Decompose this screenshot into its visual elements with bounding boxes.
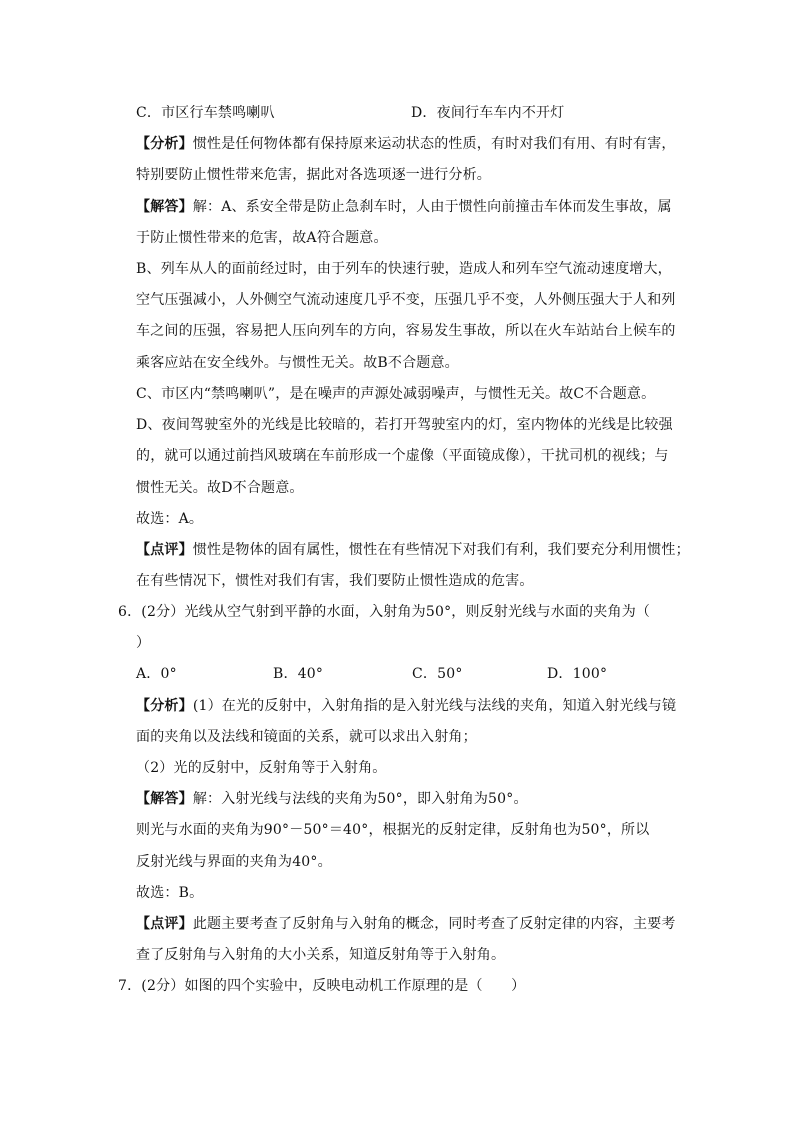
q6-option-d: D．100° bbox=[547, 666, 608, 682]
comment-text: 惯性是物体的固有属性，惯性在有些情况下对我们有利，我们要充分利用惯性； bbox=[192, 542, 690, 558]
q6-analysis-line-1 bbox=[136, 696, 676, 716]
q6-choice: 故选：B。 bbox=[136, 885, 204, 901]
comment-tag: 【点评】 bbox=[136, 916, 193, 932]
q5-analysis-line-2: 特别要防止惯性带来危害，据此对各选项逐一进行分析。 bbox=[136, 167, 491, 183]
q7-stem: 7．(2分）如图的四个实验中，反映电动机工作原理的是（ ） bbox=[118, 978, 526, 994]
q6-analysis-line-3: （2）光的反射中，反射角等于入射角。 bbox=[136, 760, 387, 776]
answer-tag: 【解答】 bbox=[136, 199, 193, 215]
q6-option-c: C．50° bbox=[412, 666, 463, 682]
q5-answer-line-10: 惯性无关。故D不合题意。 bbox=[136, 480, 304, 496]
answer-text: 解：A、系安全带是防止急刹车时，人由于惯性向前撞击车体而发生事故，属 bbox=[192, 199, 672, 215]
q6-analysis-line-2: 面的夹角以及法线和镜面的关系，就可以求出入射角； bbox=[136, 729, 477, 745]
q5-choice: 故选：A。 bbox=[136, 511, 204, 527]
analysis-tag: 【分析】 bbox=[136, 698, 193, 714]
q5-answer-line-8: D、夜间驾驶室外的光线是比较暗的，若打开驾驶室内的灯，室内物体的光线是比较强 bbox=[136, 417, 673, 433]
q6-option-a: A．0° bbox=[136, 666, 177, 682]
q5-answer-line-3: B、列车从人的面前经过时，由于列车的快速行驶，造成人和列车空气流动速度增大， bbox=[136, 261, 672, 277]
analysis-text: (1）在光的反射中，入射角指的是入射光线与法线的夹角，知道入射光线与镜 bbox=[192, 698, 677, 714]
q6-comment-line-2: 查了反射角与入射角的大小关系，知道反射角等于入射角。 bbox=[136, 947, 506, 963]
q5-option-c: C．市区行车禁鸣喇叭 bbox=[136, 105, 275, 121]
q5-answer-line-6: 乘客应站在安全线外。与惯性无关。故B不合题意。 bbox=[136, 355, 459, 371]
q5-comment-line-1 bbox=[136, 540, 690, 560]
q5-answer-line-2: 于防止惯性带来的危害，故A符合题意。 bbox=[136, 230, 388, 246]
q6-stem-line-1: 6．(2分）光线从空气射到平静的水面，入射角为50°，则反射光线与水面的夹角为（ bbox=[118, 604, 651, 620]
q6-answer-line-2: 则光与水面的夹角为90°－50°＝40°，根据光的反射定律，反射角也为50°，所以 bbox=[136, 822, 650, 838]
q5-answer-line-4: 空气压强减小，人外侧空气流动速度几乎不变，压强几乎不变，人外侧压强大于人和列 bbox=[136, 292, 676, 308]
answer-tag: 【解答】 bbox=[136, 791, 193, 807]
q6-answer-line-3: 反射光线与界面的夹角为40°。 bbox=[136, 854, 332, 870]
answer-text: 解：入射光线与法线的夹角为50°，即入射角为50°。 bbox=[192, 791, 528, 807]
q5-answer-line-7: C、市区内“禁鸣喇叭”，是在噪声的声源处减弱噪声，与惯性无关。故C不合题意。 bbox=[136, 386, 656, 402]
q5-answer-line-1 bbox=[136, 197, 672, 217]
q5-analysis-line-1 bbox=[136, 134, 676, 154]
q6-comment-line-1 bbox=[136, 914, 676, 934]
q5-comment-line-2: 在有些情况下，惯性对我们有害，我们要防止惯性造成的危害。 bbox=[136, 573, 534, 589]
analysis-text: 惯性是任何物体都有保持原来运动状态的性质，有时对我们有用、有时有害， bbox=[192, 136, 676, 152]
q5-answer-line-9: 的，就可以通过前挡风玻璃在车前形成一个虚像（平面镜成像），干扰司机的视线；与 bbox=[136, 448, 669, 464]
q6-option-b: B．40° bbox=[273, 666, 324, 682]
q5-option-d: D．夜间行车车内不开灯 bbox=[411, 105, 565, 121]
q5-answer-line-5: 车之间的压强，容易把人压向列车的方向，容易发生事故，所以在火车站站台上候车的 bbox=[136, 323, 676, 339]
q6-stem-line-2: ） bbox=[136, 635, 151, 651]
q6-answer-line-1 bbox=[136, 789, 528, 809]
comment-tag: 【点评】 bbox=[136, 542, 193, 558]
comment-text: 此题主要考查了反射角与入射角的概念，同时考查了反射定律的内容，主要考 bbox=[192, 916, 676, 932]
analysis-tag: 【分析】 bbox=[136, 136, 193, 152]
